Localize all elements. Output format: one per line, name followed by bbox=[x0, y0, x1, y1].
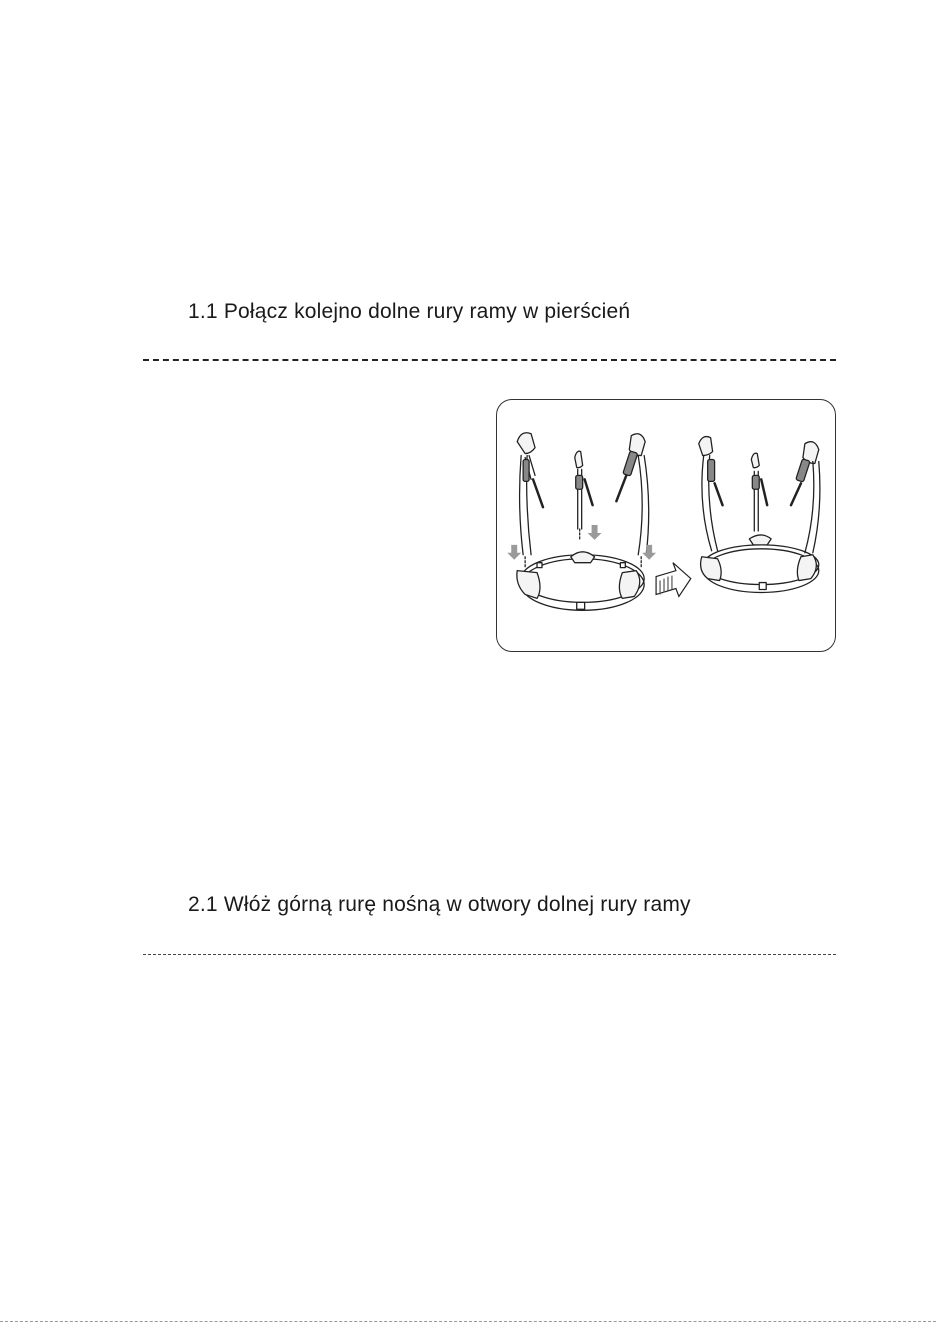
page-bottom-edge bbox=[0, 1321, 936, 1322]
section-divider-2 bbox=[143, 954, 836, 955]
frame-assembly-illustration bbox=[496, 399, 836, 652]
step-1-title: 1.1 Połącz kolejno dolne rury ramy w pierścień bbox=[188, 300, 631, 323]
section-divider-1 bbox=[143, 359, 836, 361]
frame-assembly-drawing bbox=[497, 400, 835, 651]
arrow-right-icon bbox=[656, 563, 691, 597]
step-2-title: 2.1 Włóż górną rurę nośną w otwory dolnej rury ramy bbox=[188, 893, 691, 916]
